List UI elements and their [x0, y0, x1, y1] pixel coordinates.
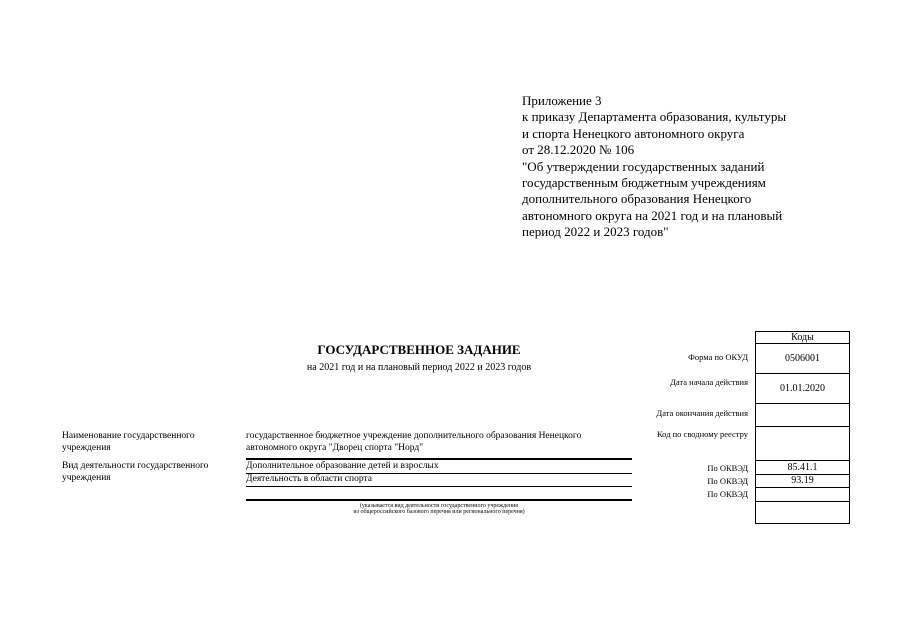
start-date-code: 01.01.2020 — [756, 374, 849, 404]
institution-value-line: государственное бюджетное учреждение дополнительного образования Ненецкого — [246, 431, 582, 441]
registry-code — [756, 427, 849, 461]
appendix-line: и спорта Ненецкого автономного округа — [522, 125, 745, 141]
institution-value-line: автономного округа "Дворец спорта "Норд" — [246, 442, 424, 453]
activity-label — [62, 461, 208, 484]
codes-empty-cell — [756, 502, 849, 523]
okud-label: Форма по ОКУД — [688, 352, 748, 362]
activity-value-2: Деятельность в области спорта — [246, 474, 372, 484]
activity-label-line: Вид деятельности государственного — [62, 461, 209, 471]
okved-label-2: По ОКВЭД — [707, 476, 748, 486]
end-date-label: Дата окончания действия — [656, 408, 748, 418]
okved-code-1: 85.41.1 — [756, 461, 849, 475]
appendix-line: "Об утверждении государственных заданий — [522, 158, 765, 174]
activity-value-1: Дополнительное образование детей и взрослых — [246, 461, 439, 471]
okved-label-3: По ОКВЭД — [707, 489, 748, 499]
appendix-line: к приказу Департамента образования, культуры — [522, 109, 787, 125]
appendix-line: от 28.12.2020 № 106 — [522, 142, 635, 158]
institution-label-line: Наименование государственного — [62, 431, 195, 441]
activity-underline-3 — [246, 499, 632, 501]
appendix-line: дополнительного образования Ненецкого — [522, 191, 752, 207]
activity-underline-2 — [246, 486, 632, 487]
start-date-label: Дата начала действия — [670, 377, 748, 387]
appendix-line: Приложение 3 — [522, 93, 602, 108]
institution-value — [246, 431, 581, 454]
document-subtitle: на 2021 год и на плановый период 2022 и 2023 годов — [306, 362, 532, 373]
okved-code-3 — [756, 488, 849, 502]
okved-code-2: 93.19 — [756, 475, 849, 488]
appendix-block — [522, 93, 852, 241]
appendix-line: государственным бюджетным учреждениям — [522, 175, 766, 191]
okved-label-1: По ОКВЭД — [707, 463, 748, 473]
codes-header: Коды — [756, 332, 849, 344]
activity-note-line: из общероссийского базового перечня или регионального перечня) — [353, 509, 525, 515]
okud-code: 0506001 — [756, 344, 849, 374]
document-title: ГОСУДАРСТВЕННОЕ ЗАДАНИЕ — [317, 342, 521, 357]
institution-underline — [246, 458, 632, 460]
appendix-line: период 2022 и 2023 годов" — [522, 224, 669, 240]
activity-note — [246, 503, 632, 515]
activity-label-line: учреждения — [62, 472, 111, 483]
registry-label: Код по сводному реестру — [656, 429, 748, 439]
institution-label — [62, 431, 195, 454]
activity-note-line: (указывается вид деятельности государственного учреждения — [359, 503, 519, 509]
institution-label-line: учреждения — [62, 442, 111, 453]
end-date-code — [756, 404, 849, 427]
appendix-line: автономного округа на 2021 год и на плановый — [522, 207, 783, 223]
codes-table — [755, 331, 850, 524]
